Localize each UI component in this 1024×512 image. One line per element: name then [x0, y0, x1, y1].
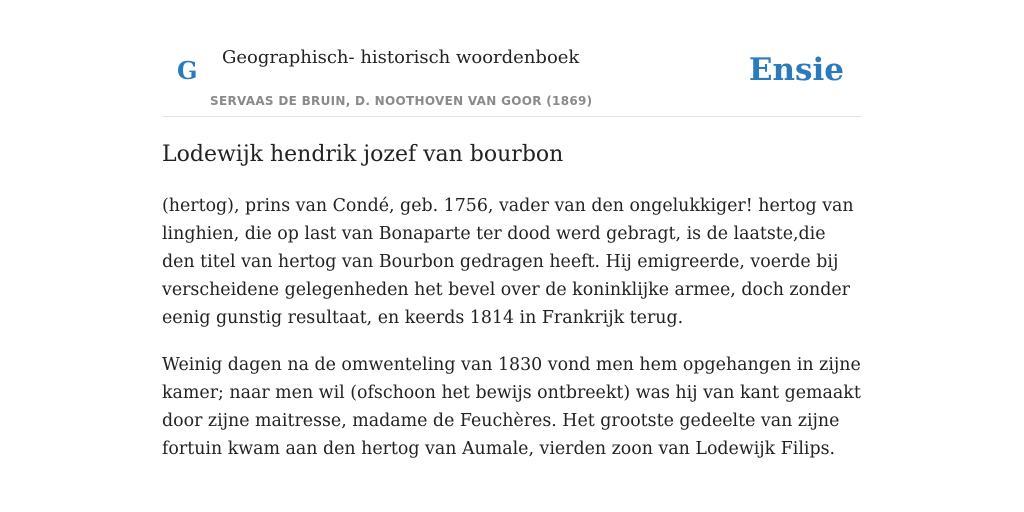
- source-header: [162, 0, 862, 117]
- entry-paragraph: (hertog), prins van Condé, geb. 1756, vader van den ongelukkiger! hertog van linghien, die op last van Bonaparte ter dood werd gebragt, is de laatste,die den titel van hertog van Bourbon gedragen heeft. Hij emigreerde, voerde bij verscheidene gelegenheden het bevel over de koninklijke armee, doch zonder eenig gunstig resultaat, en keerds 1814 in Frankrijk terug.: [162, 196, 854, 328]
- entry-card: [162, 0, 862, 512]
- entry-paragraph: Weinig dagen na de omwenteling van 1830 vond men hem opgehangen in zijne kamer; naar men wil (ofschoon het bewijs ontbreekt) was hij van kant gemaakt door zijne maitresse, madame de Feuchères. Het grootste gedeelte van zijne fortuin kwam aan den hertog van Aumale, vierden zoon van Lodewijk Filips.: [162, 355, 861, 459]
- ensie-brand-logo[interactable]: Ensie: [748, 52, 844, 88]
- entry-body: [162, 192, 862, 482]
- entry-title: Lodewijk hendrik jozef van bourbon: [162, 142, 564, 167]
- source-title-link[interactable]: Geographisch- historisch woordenboek: [222, 47, 580, 68]
- source-logo-icon[interactable]: G: [177, 56, 198, 85]
- source-author: SERVAAS DE BRUIN, D. NOOTHOVEN VAN GOOR (1869): [210, 94, 593, 108]
